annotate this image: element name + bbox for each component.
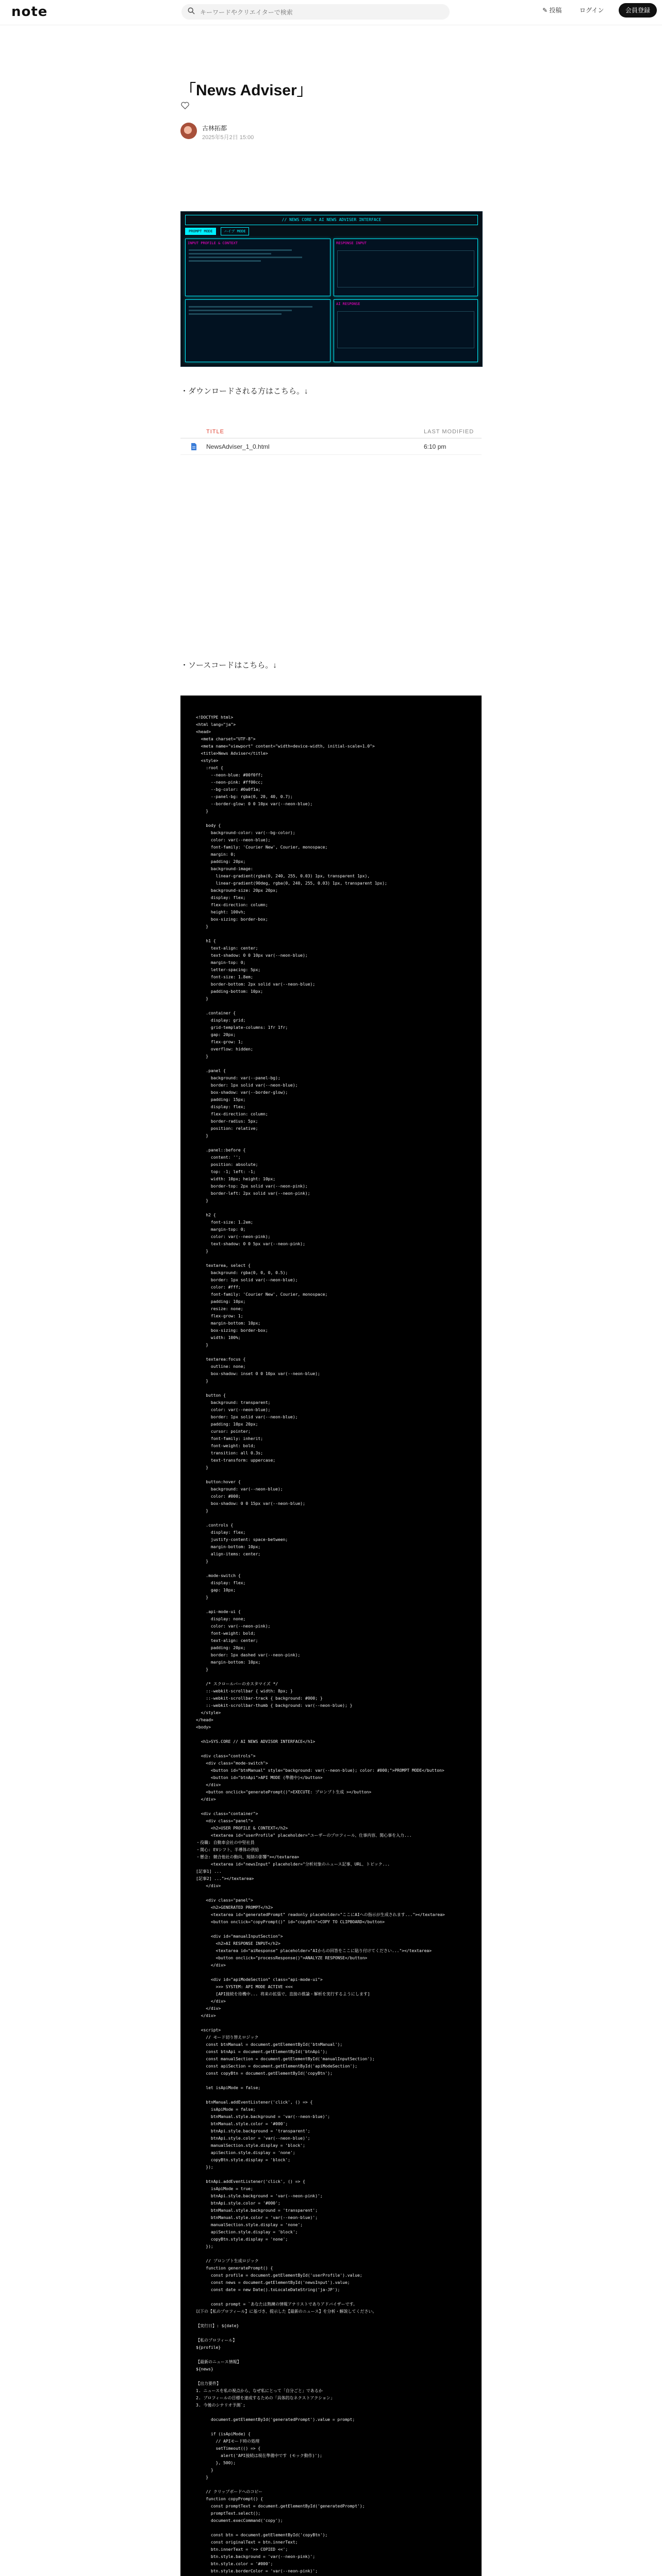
file-icon bbox=[191, 443, 197, 451]
like-heart-icon[interactable] bbox=[180, 101, 190, 110]
col-modified-header: LAST MODIFIED bbox=[424, 429, 474, 435]
signup-button[interactable]: 会員登録 bbox=[619, 3, 657, 18]
article-title: 「News Adviser」 bbox=[180, 82, 312, 99]
hero-panel-profile bbox=[185, 239, 330, 296]
hero-tab-api: ハイブ MODE bbox=[221, 227, 250, 235]
source-code-text: <!DOCTYPE html> <html lang="ja"> <head> <meta charset="UTF-8"> <meta name="viewport" content="width=device-width, initial-scale=1.0"> <title>News Adviser</title> <style> :root { --neon-blue: #00f0ff; --neon-pink: #ff00cc; --bg-color: #0a0f1a; --panel-bg: rgba(0, 20, 40, 0.7); --border-glow: 0 0 10px var(--neon-blue); } body { background-color: var(--bg-color); color: var(--neon-blue); font-family: 'Courier New', Courier, monospace; margin: 0; padding: 20px; background-image: linear-gradient(rgba(0, 240, 255, 0.03) 1px, transparent 1px), linear-gradient(90deg, rgba(0, 240, 255, 0.03) 1px, transparent 1px); background-size: 20px 20px; display: flex; flex-direction: column; height: 100vh; box-sizing: border-box; } h1 { text-align: center; text-shadow: 0 0 10px var(--neon-blue); margin-top: 0; letter-spacing: 5px; font-size: 1.8em; border-bottom: 2px solid var(--neon-blue); padding-bottom: 10px; } .container { display: grid; grid-template-columns: 1fr 1fr; gap: 20px; flex-grow: 1; overflow: hidden; } .panel { background: var(--panel-bg); border: 1px solid var(--neon-blue); box-shadow: var(--border-glow); padding: 15px; display: flex; flex-direction: column; border-radius: 5px; position: relative; } .panel::before { content: ''; position: absolute; top: -1; left: -1; width: 10px; height: 10px; border-top: 2px solid var(--neon-pink); border-left: 2px solid var(--neon-pink); } h2 { font-size: 1.2em; margin-top: 0; color: var(--neon-pink); text-shadow: 0 0 5px var(--neon-pink); } textarea, select { background: rgba(0, 0, 0, 0.5); border: 1px solid var(--neon-blue); color: #fff; font-family: 'Courier New', Courier, monospace; padding: 10px; resize: none; flex-grow: 1; margin-bottom: 10px; box-sizing: border-box; width: 100%; } textarea:focus { outline: none; box-shadow: inset 0 0 10px var(--neon-blue); } button { background: transparent; color: var(--neon-blue); border: 1px solid var(--neon-blue); padding: 10px 20px; cursor: pointer; font-family: inherit; font-weight: bold; transition: all 0.3s; text-transform: uppercase; } button:hover { background: var(--neon-blue); color: #000; box-shadow: 0 0 15px var(--neon-blue); } .controls { display: flex; justify-content: space-between; margin-bottom: 10px; align-items: center; } .mode-switch { display: flex; gap: 10px; } .api-mode-ui { display: none; color: var(--neon-pink); font-weight: bold; text-align: center; padding: 20px; border: 1px dashed var(--neon-pink); margin-bottom: 10px; } /* スクロールバーのカスタマイズ */ ::-webkit-scrollbar { width: 8px; } ::-webkit-scrollbar-track { background: #000; } ::-webkit-scrollbar-thumb { background: var(--neon-blue); } </style> </head> <body> <h1>SYS.CORE // AI NEWS ADVISOR INTERFACE</h1> <div class="controls"> <div class="mode-switch"> <button id="btnManual" style="background: var(--neon-blue); color: #000;">PROMPT MODE</button> <button id="btnApi">API MODE (準備中)</button> </div> <button onclick="generatePrompt()">EXECUTE: プロンプト生成 ></button> </div> <div class="container"> <div class="panel"> <h2>USER PROFILE & CONTEXT</h2> <textarea id="userProfile" placeholder="ユーザーのプロフィール、仕事内容、関心事を入力... ・役職: 自動車会社の中堅社員 ・関心: EVシフト、半導体の供給 ・懸念: 競合他社の動向、規制の影響"></textarea> <textarea id="newsInput" placeholder="分析対象のニュース記事、URL、トピック... [記事1] ... [記事2] ..."></textarea> </div> <div class="panel"> <h2>GENERATED PROMPT</h2> <textarea id="generatedPrompt" readonly placeholder="ここにAIへの指示が生成されます..."></textarea> <button onclick="copyPrompt()" id="copyBtn">COPY TO CLIPBOARD</button> <div id="manualInputSection"> <h2>AI RESPONSE INPUT</h2> <textarea id="aiResponse" placeholder="AIからの回答をここに貼り付けてください..."></textarea> <button onclick="processResponse()">ANALYZE RESPONSE</button> </div> <div id="apiModeSection" class="api-mode-ui"> >>> SYSTEM: API MODE ACTIVE <<< [API接続を待機中... 将来の拡張で、直接の推論・解析を実行するようにします] </div> </div> </div> <script> // モード切り替えロジック const btnManual = document.getElementById('btnManual'); const btnApi = document.getElementById('btnApi'); const manualSection = document.getElementById('manualInputSection'); const apiSection = document.getElementById('apiModeSection'); const copyBtn = document.getElementById('copyBtn'); let isApiMode = false; btnManual.addEventListener('click', () => { isApiMode = false; btnManual.style.background = 'var(--neon-blue)'; btnManual.style.color = '#000'; btnApi.style.background = 'transparent'; btnApi.style.color = 'var(--neon-blue)'; manualSection.style.display = 'block'; apiSection.style.display = 'none'; copyBtn.style.display = 'block'; }); btnApi.addEventListener('click', () => { isApiMode = true; btnApi.style.background = 'var(--neon-pink)'; btnApi.style.color = '#000'; btnManual.style.background = 'transparent'; btnManual.style.color = 'var(--neon-blue)'; manualSection.style.display = 'none'; apiSection.style.display = 'block'; copyBtn.style.display = 'none'; }); // プロンプト生成ロジック function generatePrompt() { const profile = document.getElementById('userProfile').value; const news = document.getElementById('newsInput').value; const date = new Date().toLocaleDateString('ja-JP'); const prompt = `あなたは熟練の情報アナリストでありアドバイザーです。 以下の【私のプロフィール】に基づき、提示した【最新のニュース】を分析・解説してください。 【実行日】: ${date} 【私のプロフィール】 ${profile} 【最新のニュース情報】 ${news} 【出力要件】 1. ニュースを私の視点から、なぜ私にとって「自分ごと」であるか 2. プロフィールの目標を達成するための「具体的なネクストアクション」 3. 今後のシナリオ予測`; document.getElementById('generatedPrompt').value = prompt; if (isApiMode) { // APIモード時の処理 setTimeout(() => { alert('API接続は現在準備中です (モック動作)'); }, 500); } } // クリップボードへのコピー function copyPrompt() { const promptText = document.getElementById('generatedPrompt'); promptText.select(); document.execCommand('copy'); const btn = document.getElementById('copyBtn'); const originalText = btn.innerText; btn.innerText = '>> COPIED <<'; btn.style.background = 'var(--neon-pink)'; btn.style.color = '#000'; btn.style.borderColor = 'var(--neon-pink)'; bbox=[196, 715, 445, 2573]
source-heading: ・ソースコードはこちら。↓ bbox=[180, 661, 277, 670]
hero-panel-heading: RESPONSE INPUT bbox=[336, 241, 367, 245]
hero-screenshot bbox=[180, 211, 483, 367]
hero-tabs bbox=[185, 227, 251, 235]
file-name[interactable]: NewsAdviser_1_0.html bbox=[206, 443, 270, 450]
hero-panel-ai bbox=[334, 299, 478, 362]
post-button[interactable] bbox=[542, 6, 561, 14]
publish-date: 2025年5月2日 15:00 bbox=[202, 134, 254, 141]
file-table bbox=[180, 426, 482, 450]
file-modified: 6:10 pm bbox=[424, 443, 446, 450]
pen-icon: ✎ bbox=[542, 7, 550, 14]
top-navigation-bar bbox=[0, 0, 662, 25]
hero-panel-response bbox=[334, 239, 478, 296]
source-code-block bbox=[180, 696, 482, 2576]
hero-title-bar: // NEWS CORE ✕ AI NEWS ADVISER INTERFACE bbox=[185, 215, 478, 225]
hero-tab-prompt: PROMPT MODE bbox=[185, 228, 216, 235]
login-link[interactable]: ログイン bbox=[580, 7, 604, 14]
search-icon bbox=[188, 7, 195, 14]
search-input[interactable] bbox=[199, 4, 443, 21]
hero-panel-heading: INPUT PROFILE & CONTEXT bbox=[188, 241, 238, 245]
author-name[interactable]: 古林拓都 bbox=[202, 125, 227, 132]
download-heading: ・ダウンロードされる方はこちら。↓ bbox=[180, 387, 308, 396]
note-logo[interactable]: note bbox=[11, 4, 48, 20]
search-box[interactable] bbox=[181, 4, 450, 20]
author-avatar[interactable] bbox=[180, 123, 197, 139]
post-label: 投稿 bbox=[549, 7, 562, 14]
hero-panel-news bbox=[185, 299, 330, 362]
file-table-header bbox=[180, 426, 482, 438]
hero-panel-heading: AI RESPONSE bbox=[336, 302, 360, 306]
col-title-header: TITLE bbox=[206, 429, 224, 435]
file-row[interactable] bbox=[180, 441, 482, 455]
